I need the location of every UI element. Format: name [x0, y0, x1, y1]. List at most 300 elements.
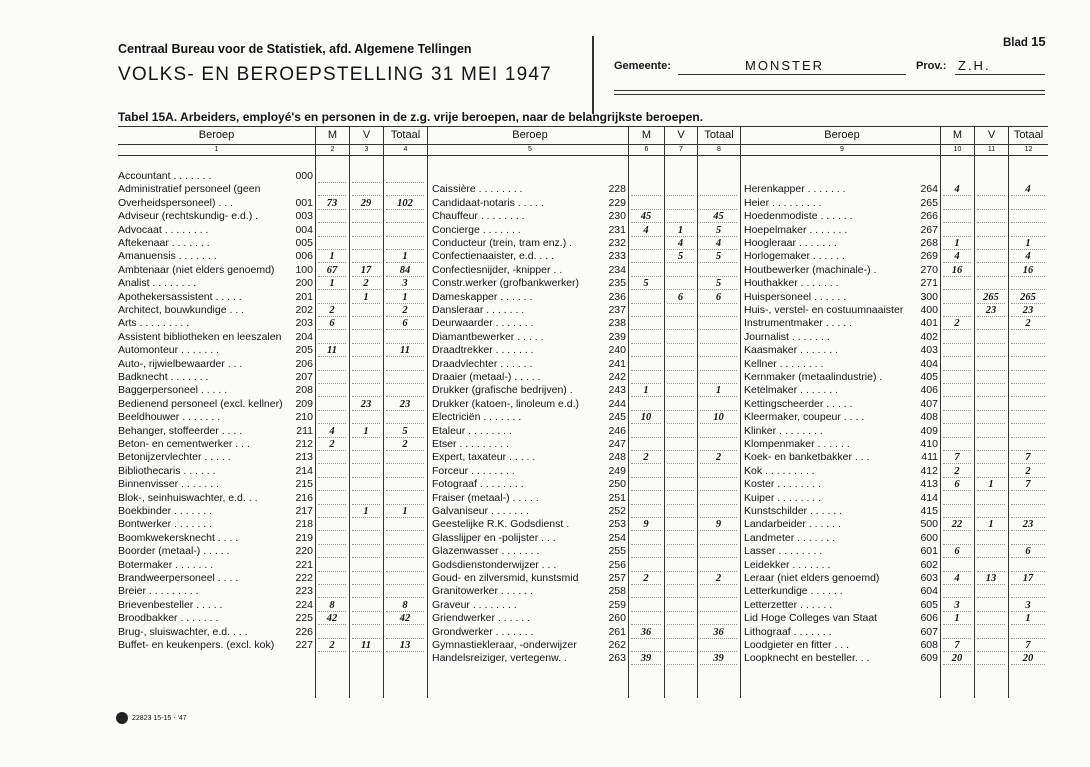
occupation-code: 258	[608, 585, 626, 598]
occupation-code: 407	[920, 397, 938, 410]
table-row	[118, 224, 427, 237]
table-row	[118, 425, 427, 438]
occupation-code: 251	[608, 491, 626, 504]
count-v	[667, 585, 694, 598]
table-row	[432, 197, 740, 210]
occupation-code: 250	[608, 478, 626, 491]
count-t	[700, 465, 737, 478]
occupation-code: 266	[920, 210, 938, 223]
count-v	[667, 438, 694, 451]
count-t: 3	[386, 277, 424, 290]
count-t: 9	[700, 518, 737, 531]
footer	[116, 712, 187, 724]
table-row	[118, 331, 427, 344]
column-number: 4	[383, 144, 427, 155]
count-m: 2	[631, 451, 661, 464]
count-m	[631, 559, 661, 572]
count-t: 6	[386, 317, 424, 330]
count-v	[667, 317, 694, 330]
table-row	[744, 465, 1048, 478]
count-t	[386, 545, 424, 558]
count-t	[1011, 492, 1045, 505]
count-m	[631, 291, 661, 304]
count-m: 39	[631, 652, 661, 665]
table-rule	[118, 155, 1048, 156]
column-divider	[740, 126, 741, 698]
table-row	[118, 304, 427, 317]
count-t	[700, 358, 737, 371]
occupation-code: 607	[920, 625, 938, 638]
count-v	[667, 411, 694, 424]
occupation-code: 600	[920, 531, 938, 544]
table-row	[432, 398, 740, 411]
table-row	[118, 183, 427, 196]
count-v	[667, 384, 694, 397]
count-m: 7	[943, 639, 971, 652]
count-t	[1011, 398, 1045, 411]
occupation-code: 413	[920, 478, 938, 491]
occupation-name: Kuiper . . . . . . . .	[744, 491, 822, 504]
count-v	[352, 170, 380, 183]
count-m: 2	[943, 317, 971, 330]
table-row	[744, 599, 1048, 612]
table-row	[744, 210, 1048, 223]
count-t	[700, 331, 737, 344]
count-v	[977, 331, 1005, 344]
count-m	[318, 626, 346, 639]
occupation-name: Landarbeider . . . . . .	[744, 518, 841, 531]
occupation-name: Landmeter . . . . . . .	[744, 531, 836, 544]
count-m	[943, 425, 971, 438]
count-v	[977, 250, 1005, 263]
column-number: 10	[940, 144, 974, 155]
occupation-name: Instrumentmaker . . . . .	[744, 317, 852, 330]
table-row	[432, 170, 740, 183]
count-t	[700, 304, 737, 317]
occupation-name: Klinker . . . . . . . .	[744, 424, 823, 437]
count-t	[386, 237, 424, 250]
occupation-name: Lasser . . . . . . . .	[744, 545, 823, 558]
table-row	[432, 291, 740, 304]
count-v	[977, 505, 1005, 518]
column-header: V	[349, 126, 383, 144]
table-row	[744, 304, 1048, 317]
count-v	[352, 224, 380, 237]
column-header: Beroep	[512, 129, 548, 141]
occupation-code: 221	[295, 558, 313, 571]
count-m: 2	[318, 639, 346, 652]
occupation-code: 245	[608, 411, 626, 424]
table-row	[432, 451, 740, 464]
count-t	[386, 518, 424, 531]
count-v	[352, 210, 380, 223]
table-row	[744, 532, 1048, 545]
count-t	[386, 358, 424, 371]
count-t: 42	[386, 612, 424, 625]
count-m	[631, 197, 661, 210]
occupation-code: 231	[608, 223, 626, 236]
count-m	[631, 492, 661, 505]
occupation-code: 232	[608, 237, 626, 249]
occupation-name: Kok . . . . . . . . .	[744, 464, 815, 477]
count-t: 7	[1011, 478, 1045, 491]
occupation-code: 261	[608, 625, 626, 638]
organisation-name: Centraal Bureau voor de Statistiek, afd. Algemene Tellingen	[118, 42, 472, 56]
occupation-code: 402	[920, 330, 938, 343]
occupation-code: 005	[295, 237, 313, 249]
count-t	[386, 478, 424, 491]
occupation-code: 260	[608, 612, 626, 625]
occupation-code: 211	[296, 424, 313, 437]
table-row	[744, 572, 1048, 585]
occupation-code: 406	[920, 384, 938, 397]
occupation-name: Huispersoneel . . . . . .	[744, 290, 847, 303]
occupation-name: Amanuensis . . . . . . .	[118, 250, 217, 263]
column-number: 8	[697, 144, 740, 155]
count-v	[977, 183, 1005, 196]
count-v	[977, 344, 1005, 357]
count-t: 1	[386, 250, 424, 263]
count-m	[318, 398, 346, 411]
count-t: 10	[700, 411, 737, 424]
occupation-name: Kaasmaker . . . . . . .	[744, 344, 838, 357]
occupation-name: Administratief personeel (geen	[118, 183, 261, 196]
count-v	[667, 465, 694, 478]
count-m	[631, 465, 661, 478]
count-t	[1011, 210, 1045, 223]
occupation-name: Kernmaker (metaalindustrie) .	[744, 371, 883, 383]
count-v	[977, 585, 1005, 598]
occupation-code: 604	[920, 585, 938, 598]
count-v: 4	[667, 237, 694, 250]
count-v	[667, 264, 694, 277]
column-number: 11	[974, 144, 1008, 155]
occupation-code: 270	[920, 263, 938, 276]
count-m: 6	[318, 317, 346, 330]
occupation-name: Assistent bibliotheken en leeszalen	[118, 330, 282, 343]
count-m	[943, 505, 971, 518]
count-t: 1	[1011, 612, 1045, 625]
occupation-name: Gymnastiekleraar, -onderwijzer	[432, 639, 577, 651]
count-m	[631, 317, 661, 330]
occupation-name: Houthakker . . . . . . .	[744, 277, 839, 290]
count-t	[700, 585, 737, 598]
column-header: Totaal	[1008, 126, 1048, 144]
count-v	[667, 210, 694, 223]
count-t: 7	[1011, 451, 1045, 464]
occupation-code: 233	[608, 250, 626, 263]
occupation-name: Candidaat-notaris . . . . .	[432, 196, 545, 209]
occupation-code: 247	[608, 438, 626, 450]
table-row	[744, 478, 1048, 491]
count-t	[1011, 411, 1045, 424]
table-row	[432, 438, 740, 451]
count-v	[667, 451, 694, 464]
count-t: 6	[1011, 545, 1045, 558]
count-m	[943, 438, 971, 451]
occupation-name: Botermaker . . . . . . .	[118, 558, 214, 571]
table-row	[744, 451, 1048, 464]
occupation-name: Koek- en banketbakker . . .	[744, 451, 870, 464]
occupation-code: 200	[295, 277, 313, 290]
occupation-name: Buffet- en keukenpers. (excl. kok)	[118, 639, 275, 651]
count-v	[977, 599, 1005, 612]
blad-label-text: Blad	[1003, 37, 1028, 49]
occupation-name: Adviseur (rechtskundig- e.d.) .	[118, 210, 259, 223]
prov-value: Z.H.	[958, 58, 991, 73]
count-m: 9	[631, 518, 661, 531]
table-row	[744, 492, 1048, 505]
occupation-code: 601	[920, 545, 938, 558]
table-row	[744, 197, 1048, 210]
count-v	[977, 465, 1005, 478]
table-row	[432, 465, 740, 478]
count-t	[1011, 505, 1045, 518]
count-v	[977, 224, 1005, 237]
count-v	[667, 371, 694, 384]
table-row	[744, 411, 1048, 424]
occupation-name: Draadtrekker . . . . . . .	[432, 344, 534, 357]
count-v	[977, 545, 1005, 558]
table-row	[432, 652, 740, 665]
column-header: Totaal	[383, 126, 427, 144]
count-v	[352, 612, 380, 625]
occupation-code: 265	[920, 196, 938, 209]
count-m	[943, 585, 971, 598]
count-v	[667, 304, 694, 317]
count-t	[386, 492, 424, 505]
occupation-code: 605	[920, 598, 938, 611]
table-row	[432, 250, 740, 263]
count-t	[1011, 559, 1045, 572]
count-m	[318, 224, 346, 237]
count-t: 2	[386, 304, 424, 317]
table-row	[118, 545, 427, 558]
occupation-code: 219	[295, 531, 313, 544]
count-m: 11	[318, 344, 346, 357]
count-t	[386, 572, 424, 585]
count-v: 29	[352, 197, 380, 210]
count-m: 1	[631, 384, 661, 397]
occupation-code: 202	[295, 304, 313, 316]
count-t	[386, 183, 424, 196]
count-v	[667, 626, 694, 639]
count-m	[631, 344, 661, 357]
table-row	[744, 384, 1048, 397]
column-number: 3	[349, 144, 383, 155]
count-m: 1	[943, 612, 971, 625]
table-row	[744, 652, 1048, 665]
occupation-name: Advocaat . . . . . . . .	[118, 223, 209, 236]
column-header: M	[628, 126, 664, 144]
count-v	[977, 237, 1005, 250]
table-row	[118, 505, 427, 518]
count-v	[977, 384, 1005, 397]
table-row	[432, 224, 740, 237]
count-m	[318, 411, 346, 424]
occupation-code: 411	[921, 451, 938, 464]
count-v	[977, 438, 1005, 451]
table-row	[118, 277, 427, 290]
occupation-code: 608	[920, 639, 938, 651]
occupation-code: 264	[920, 183, 938, 196]
count-v	[667, 652, 694, 665]
count-m	[943, 224, 971, 237]
table-row	[744, 237, 1048, 250]
count-v	[977, 425, 1005, 438]
count-v	[352, 237, 380, 250]
count-t: 2	[700, 572, 737, 585]
gemeente-line	[678, 74, 906, 75]
count-v	[977, 492, 1005, 505]
table-row	[432, 532, 740, 545]
occupation-code: 254	[608, 531, 626, 544]
occupation-name: Griendwerker . . . . . .	[432, 612, 531, 625]
column-header: V	[664, 126, 697, 144]
table-row	[118, 411, 427, 424]
occupation-code: 220	[295, 545, 313, 558]
count-m	[943, 277, 971, 290]
count-m	[943, 291, 971, 304]
count-t	[700, 425, 737, 438]
count-t	[700, 478, 737, 491]
occupation-code: 100	[295, 263, 313, 276]
occupation-code: 227	[295, 639, 313, 651]
count-v	[352, 545, 380, 558]
column-header: M	[315, 126, 349, 144]
occupation-name: Letterzetter . . . . . .	[744, 598, 833, 611]
table-row	[118, 291, 427, 304]
occupation-name: Aftekenaar . . . . . . .	[118, 237, 210, 249]
occupation-name: Bibliothecaris . . . . . .	[118, 464, 216, 477]
table-row	[118, 626, 427, 639]
count-v	[352, 384, 380, 397]
count-t: 20	[1011, 652, 1045, 665]
occupation-name: Brandweerpersoneel . . . .	[118, 572, 239, 584]
occupation-code: 204	[295, 330, 313, 343]
occupation-code: 236	[608, 290, 626, 303]
count-t: 1	[1011, 237, 1045, 250]
column-number: 1	[214, 146, 219, 153]
count-m	[943, 532, 971, 545]
count-t	[700, 599, 737, 612]
count-v	[352, 344, 380, 357]
occupation-name: Etser . . . . . . . . .	[432, 438, 510, 450]
count-v: 17	[352, 264, 380, 277]
table-row	[432, 425, 740, 438]
count-t	[700, 438, 737, 451]
count-v	[352, 451, 380, 464]
table-row	[432, 331, 740, 344]
table-row	[118, 264, 427, 277]
count-t: 5	[700, 250, 737, 263]
table-row	[432, 411, 740, 424]
occupation-code: 222	[295, 572, 313, 584]
occupation-name: Glazenwasser . . . . . . .	[432, 545, 540, 558]
occupation-code: 414	[920, 491, 938, 504]
occupation-name: Beeldhouwer . . . . . . .	[118, 411, 221, 424]
count-v	[977, 398, 1005, 411]
occupation-name: Handelsreiziger, vertegenw. .	[432, 652, 567, 665]
table-row	[744, 291, 1048, 304]
occupation-name: Ketelmaker . . . . . . .	[744, 384, 838, 397]
count-t	[1011, 197, 1045, 210]
count-t: 4	[1011, 183, 1045, 196]
count-m	[943, 559, 971, 572]
count-t: 1	[386, 291, 424, 304]
count-m	[318, 291, 346, 304]
occupation-name: Confectiesnijder, -knipper . .	[432, 263, 563, 276]
count-m: 4	[631, 224, 661, 237]
count-m	[318, 559, 346, 572]
table-row	[432, 518, 740, 531]
occupation-code: 240	[608, 344, 626, 357]
count-v	[977, 451, 1005, 464]
table-row	[432, 384, 740, 397]
table-row	[118, 532, 427, 545]
occupation-name: Caissière . . . . . . . .	[432, 183, 523, 196]
count-m: 67	[318, 264, 346, 277]
gemeente-label: Gemeente:	[614, 60, 671, 72]
table-row	[432, 304, 740, 317]
table-row	[744, 264, 1048, 277]
occupation-code: 213	[295, 451, 313, 464]
count-m	[631, 331, 661, 344]
count-t	[386, 585, 424, 598]
count-t	[1011, 384, 1045, 397]
table-row	[118, 371, 427, 384]
count-t	[386, 331, 424, 344]
occupation-name: Geestelijke R.K. Godsdienst .	[432, 518, 570, 531]
occupation-code: 209	[295, 397, 313, 410]
occupation-name: Drukker (katoen-, linoleum e.d.)	[432, 397, 580, 410]
table-row	[744, 371, 1048, 384]
occupation-name: Lithograaf . . . . . . .	[744, 625, 832, 638]
occupation-code: 300	[920, 290, 938, 303]
count-t	[386, 224, 424, 237]
count-v	[352, 478, 380, 491]
occupation-name: Architect, bouwkundige . . .	[118, 304, 245, 316]
column-number: 5	[528, 146, 532, 153]
count-t	[700, 264, 737, 277]
occupation-code: 214	[295, 464, 313, 477]
occupation-code: 218	[295, 518, 313, 531]
occupation-name: Auto-, rijwielbewaarder . . .	[118, 357, 243, 370]
occupation-code: 410	[920, 438, 938, 450]
count-t: 23	[386, 398, 424, 411]
prov-label: Prov.:	[916, 60, 947, 72]
table-row	[744, 224, 1048, 237]
count-m	[318, 492, 346, 505]
count-t	[1011, 344, 1045, 357]
header-rule	[614, 90, 1045, 91]
table-row	[432, 317, 740, 330]
count-v	[352, 626, 380, 639]
occupation-name: Fotograaf . . . . . . . .	[432, 478, 524, 491]
table-row	[432, 492, 740, 505]
occupation-name: Arts . . . . . . . . .	[118, 317, 190, 330]
count-v: 2	[352, 277, 380, 290]
count-m	[318, 371, 346, 384]
count-v: 1	[352, 425, 380, 438]
table-row	[118, 639, 427, 652]
table-row	[118, 237, 427, 250]
table-row	[432, 478, 740, 491]
occupation-name: Badknecht . . . . . . .	[118, 371, 209, 383]
count-m: 2	[943, 465, 971, 478]
count-m: 22	[943, 518, 971, 531]
table-row	[118, 451, 427, 464]
